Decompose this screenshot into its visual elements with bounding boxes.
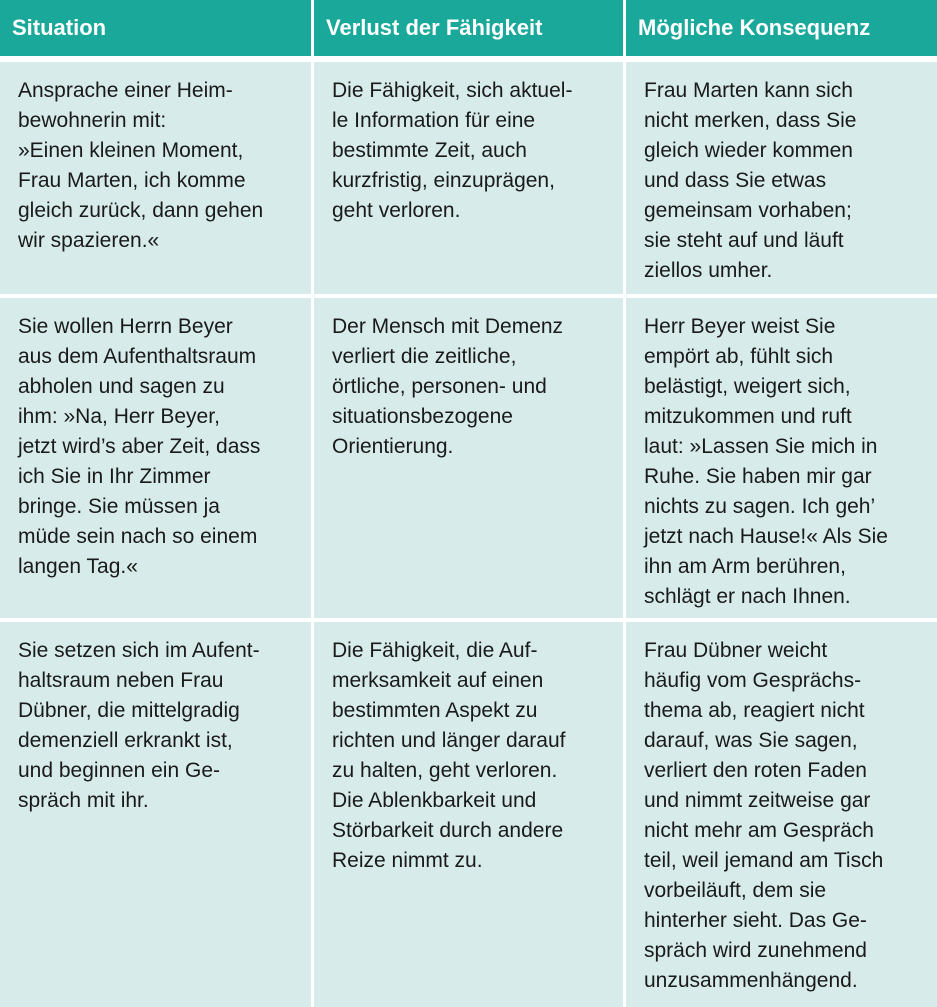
text-line: Reize nimmt zu. [332,849,483,872]
text-line: jetzt wird’s aber Zeit, dass [18,435,261,458]
text-line: und dass Sie etwas [644,169,827,192]
text-line: bestimmten Aspekt zu [332,699,538,722]
text-line: Die Ablenkbarkeit und [332,789,537,812]
text-line: Der Mensch mit Demenz [332,315,564,338]
text-line: Frau Dübner weicht [644,639,828,662]
text-line: gleich wieder kommen [644,139,853,162]
text-line: nicht merken, dass Sie [644,109,857,132]
cell-konsequenz [626,298,937,618]
cell-konsequenz [626,622,937,1007]
text-line: gemeinsam vorhaben; [644,199,852,222]
text-line: bewohnerin mit: [18,109,167,132]
text-line: laut: »Lassen Sie mich in [644,435,878,458]
text-line: bestimmte Zeit, auch [332,139,527,162]
text-line: müde sein nach so einem [18,525,258,548]
text-line: Sie wollen Herrn Beyer [18,315,233,338]
text-line: vorbeiläuft, dem sie [644,879,827,902]
text-line: häufig vom Gesprächs- [644,669,862,692]
text-line: schlägt er nach Ihnen. [644,585,851,608]
cell-verlust [314,62,623,294]
text-line: Herr Beyer weist Sie [644,315,836,338]
text-line: und beginnen ein Ge- [18,759,220,782]
text-line: Frau Marten, ich komme [18,169,246,192]
table-row [0,622,937,1007]
text-line: Orientierung. [332,435,454,458]
text-line: ihm: »Na, Herr Beyer, [18,405,220,428]
text-line: »Einen kleinen Moment, [18,139,244,162]
text-line: Dübner, die mittelgradig [18,699,240,722]
table-header-row [0,0,937,56]
text-line: gleich zurück, dann gehen [18,199,264,222]
text-line: zu halten, geht verloren. [332,759,558,782]
table-row [0,298,937,618]
text-line: spräch wird zunehmend [644,939,867,962]
text-line: belästigt, weigert sich, [644,375,851,398]
text-line: richten und länger darauf [332,729,566,752]
text-line: ich Sie in Ihr Zimmer [18,465,211,488]
text-line: thema ab, reagiert nicht [644,699,865,722]
header-verlust: Verlust der Fähigkeit [314,0,623,56]
text-line: hinterher sieht. Das Ge- [644,909,867,932]
text-line: spräch mit ihr. [18,789,149,812]
text-line: abholen und sagen zu [18,375,225,398]
text-line: ihn am Arm berühren, [644,555,846,578]
text-line: le Information für eine [332,109,536,132]
text-line: jetzt nach Hause!« Als Sie [644,525,888,548]
text-line: mitzukommen und ruft [644,405,852,428]
text-line: und nimmt zeitweise gar [644,789,871,812]
header-situation: Situation [0,0,311,56]
text-line: örtliche, personen- und [332,375,547,398]
table-row [0,62,937,294]
text-line: darauf, was Sie sagen, [644,729,858,752]
text-line: nichts zu sagen. Ich geh’ [644,495,876,518]
cell-situation [0,622,311,1007]
text-line: Die Fähigkeit, die Auf- [332,639,538,662]
text-line: ziellos umher. [644,259,773,282]
text-line: unzusammenhängend. [644,969,858,992]
text-line: verliert den roten Faden [644,759,867,782]
text-line: Frau Marten kann sich [644,79,853,102]
text-line: empört ab, fühlt sich [644,345,834,368]
text-line: wir spazieren.« [18,229,160,252]
text-line: situationsbezogene [332,405,513,428]
cell-situation [0,62,311,294]
text-line: geht verloren. [332,199,461,222]
text-line: verliert die zeitliche, [332,345,517,368]
cell-situation [0,298,311,618]
text-line: Die Fähigkeit, sich aktuel- [332,79,573,102]
text-line: Störbarkeit durch andere [332,819,564,842]
cell-verlust [314,298,623,618]
cell-konsequenz [626,62,937,294]
text-line: demenziell erkrankt ist, [18,729,233,752]
text-line: Sie setzen sich im Aufent- [18,639,260,662]
text-line: langen Tag.« [18,555,138,578]
text-line: aus dem Aufenthaltsraum [18,345,257,368]
text-line: nicht mehr am Gespräch [644,819,874,842]
text-line: bringe. Sie müssen ja [18,495,220,518]
header-konsequenz: Mögliche Konsequenz [626,0,937,56]
text-line: merksamkeit auf einen [332,669,544,692]
text-line: kurzfristig, einzuprägen, [332,169,555,192]
text-line: Ruhe. Sie haben mir gar [644,465,872,488]
cell-verlust [314,622,623,1007]
text-line: haltsraum neben Frau [18,669,224,692]
text-line: Ansprache einer Heim- [18,79,233,102]
text-line: teil, weil jemand am Tisch [644,849,884,872]
text-line: sie steht auf und läuft [644,229,844,252]
